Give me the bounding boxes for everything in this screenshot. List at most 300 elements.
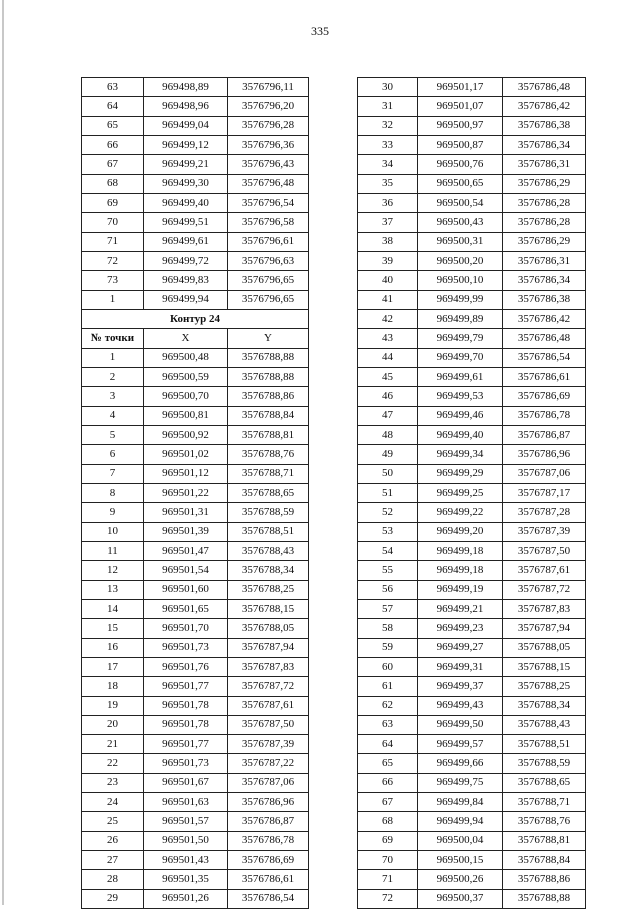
point-number-cell: 50 [358,464,418,483]
table-row [358,309,586,328]
point-number-cell: 41 [358,290,418,309]
y-coordinate-cell: 3576786,38 [503,290,586,309]
point-number-cell: 64 [82,97,144,116]
x-coordinate-cell: 969500,43 [418,213,503,232]
point-number-cell: 37 [358,213,418,232]
x-coordinate-cell: 969499,89 [418,309,503,328]
table-row [358,406,586,425]
y-coordinate-cell: 3576786,96 [228,793,309,812]
x-coordinate-cell: 969501,73 [144,638,228,657]
point-number-cell: 5 [82,425,144,444]
point-number-cell: 65 [82,116,144,135]
point-number-cell: 66 [358,773,418,792]
table-row [82,174,309,193]
x-coordinate-cell: 969499,79 [418,329,503,348]
table-row [358,329,586,348]
y-coordinate-cell: 3576788,86 [503,870,586,889]
point-number-cell: 62 [358,696,418,715]
table-row [358,696,586,715]
point-number-cell: 56 [358,580,418,599]
x-coordinate-cell: 969500,92 [144,425,228,444]
point-number-cell: 72 [358,889,418,908]
x-coordinate-cell: 969500,10 [418,271,503,290]
y-coordinate-cell: 3576796,48 [228,174,309,193]
x-coordinate-cell: 969501,60 [144,580,228,599]
table-row [82,677,309,696]
x-coordinate-cell: 969501,78 [144,715,228,734]
point-number-cell: 73 [82,271,144,290]
x-coordinate-cell: 969501,54 [144,561,228,580]
y-coordinate-cell: 3576786,69 [228,851,309,870]
y-coordinate-cell: 3576786,29 [503,174,586,193]
x-coordinate-cell: 969500,48 [144,348,228,367]
x-coordinate-cell: 969501,31 [144,503,228,522]
y-coordinate-cell: 3576787,39 [228,735,309,754]
x-coordinate-cell: 969501,39 [144,522,228,541]
y-coordinate-cell: 3576788,51 [503,735,586,754]
y-coordinate-cell: 3576788,81 [503,831,586,850]
table-row [358,715,586,734]
y-coordinate-cell: 3576786,69 [503,387,586,406]
table-row [82,271,309,290]
table-row [82,580,309,599]
y-coordinate-cell: 3576788,34 [503,696,586,715]
y-coordinate-cell: 3576788,05 [228,619,309,638]
point-number-cell: 22 [82,754,144,773]
table-row [82,387,309,406]
table-row [358,522,586,541]
point-number-cell: 69 [358,831,418,850]
x-coordinate-cell: 969501,78 [144,696,228,715]
table-row [358,677,586,696]
table-row [358,271,586,290]
point-number-cell: 65 [358,754,418,773]
table-row [82,135,309,154]
point-number-cell: 11 [82,541,144,560]
table-row [82,831,309,850]
y-coordinate-cell: 3576786,48 [503,329,586,348]
y-coordinate-cell: 3576788,86 [228,387,309,406]
table-row [82,793,309,812]
table-row [358,561,586,580]
x-coordinate-cell: 969499,72 [144,251,228,270]
x-coordinate-cell: 969499,57 [418,735,503,754]
x-coordinate-cell: 969500,04 [418,831,503,850]
x-coordinate-cell: 969501,63 [144,793,228,812]
y-coordinate-cell: 3576796,58 [228,213,309,232]
table-row [82,773,309,792]
x-coordinate-cell: 969499,37 [418,677,503,696]
header-y: Y [228,329,309,348]
x-coordinate-cell: 969501,65 [144,599,228,618]
y-coordinate-cell: 3576788,71 [503,793,586,812]
point-number-cell: 55 [358,561,418,580]
table-row [358,619,586,638]
point-number-cell: 44 [358,348,418,367]
contour-title: Контур 24 [82,309,309,328]
y-coordinate-cell: 3576786,87 [228,812,309,831]
point-number-cell: 52 [358,503,418,522]
y-coordinate-cell: 3576788,81 [228,425,309,444]
table-row [358,580,586,599]
point-number-cell: 63 [358,715,418,734]
x-coordinate-cell: 969499,99 [418,290,503,309]
x-coordinate-cell: 969501,17 [418,78,503,97]
x-coordinate-cell: 969501,57 [144,812,228,831]
y-coordinate-cell: 3576796,43 [228,155,309,174]
point-number-cell: 25 [82,812,144,831]
point-number-cell: 7 [82,464,144,483]
x-coordinate-cell: 969499,04 [144,116,228,135]
point-number-cell: 9 [82,503,144,522]
x-coordinate-cell: 969499,34 [418,445,503,464]
y-coordinate-cell: 3576788,25 [503,677,586,696]
table-row [82,735,309,754]
y-coordinate-cell: 3576786,28 [503,213,586,232]
table-row [358,387,586,406]
point-number-cell: 66 [82,135,144,154]
table-row [82,599,309,618]
point-number-cell: 19 [82,696,144,715]
y-coordinate-cell: 3576787,22 [228,754,309,773]
table-row [358,232,586,251]
table-row [82,561,309,580]
y-coordinate-cell: 3576786,87 [503,425,586,444]
x-coordinate-cell: 969499,18 [418,541,503,560]
y-coordinate-cell: 3576786,42 [503,309,586,328]
y-coordinate-cell: 3576796,63 [228,251,309,270]
table-row [82,232,309,251]
x-coordinate-cell: 969499,25 [418,483,503,502]
point-number-cell: 15 [82,619,144,638]
y-coordinate-cell: 3576788,65 [503,773,586,792]
table-row [358,503,586,522]
x-coordinate-cell: 969499,70 [418,348,503,367]
y-coordinate-cell: 3576786,54 [503,348,586,367]
table-row [82,425,309,444]
x-coordinate-cell: 969499,19 [418,580,503,599]
point-number-cell: 71 [358,870,418,889]
x-coordinate-cell: 969500,70 [144,387,228,406]
x-coordinate-cell: 969501,02 [144,445,228,464]
y-coordinate-cell: 3576786,78 [228,831,309,850]
table-row [82,483,309,502]
point-number-cell: 58 [358,619,418,638]
table-row [358,78,586,97]
y-coordinate-cell: 3576787,61 [503,561,586,580]
table-row [358,754,586,773]
point-number-cell: 10 [82,522,144,541]
point-number-cell: 43 [358,329,418,348]
table-row [358,599,586,618]
table-row [358,831,586,850]
y-coordinate-cell: 3576788,76 [228,445,309,464]
x-coordinate-cell: 969501,67 [144,773,228,792]
table-row [82,97,309,116]
table-row [358,425,586,444]
point-number-cell: 64 [358,735,418,754]
point-number-cell: 1 [82,290,144,309]
point-number-cell: 69 [82,193,144,212]
y-coordinate-cell: 3576786,96 [503,445,586,464]
y-coordinate-cell: 3576788,51 [228,522,309,541]
point-number-cell: 60 [358,657,418,676]
x-coordinate-cell: 969500,20 [418,251,503,270]
x-coordinate-cell: 969499,18 [418,561,503,580]
point-number-cell: 32 [358,116,418,135]
point-number-cell: 54 [358,541,418,560]
point-number-cell: 67 [82,155,144,174]
x-coordinate-cell: 969500,59 [144,367,228,386]
point-number-cell: 67 [358,793,418,812]
x-coordinate-cell: 969501,22 [144,483,228,502]
y-coordinate-cell: 3576788,59 [503,754,586,773]
x-coordinate-cell: 969499,23 [418,619,503,638]
table-row [82,870,309,889]
point-number-cell: 28 [82,870,144,889]
table-row [82,78,309,97]
x-coordinate-cell: 969501,43 [144,851,228,870]
x-coordinate-cell: 969501,77 [144,735,228,754]
y-coordinate-cell: 3576788,76 [503,812,586,831]
y-coordinate-cell: 3576786,61 [228,870,309,889]
y-coordinate-cell: 3576786,61 [503,367,586,386]
y-coordinate-cell: 3576787,72 [228,677,309,696]
table-row [358,155,586,174]
x-coordinate-cell: 969500,97 [418,116,503,135]
y-coordinate-cell: 3576786,34 [503,271,586,290]
y-coordinate-cell: 3576787,06 [503,464,586,483]
x-coordinate-cell: 969499,43 [418,696,503,715]
x-coordinate-cell: 969500,87 [418,135,503,154]
x-coordinate-cell: 969499,51 [144,213,228,232]
table-row [358,367,586,386]
point-number-cell: 42 [358,309,418,328]
point-number-cell: 35 [358,174,418,193]
y-coordinate-cell: 3576796,20 [228,97,309,116]
y-coordinate-cell: 3576787,06 [228,773,309,792]
coordinates-table-left [81,77,309,909]
x-coordinate-cell: 969501,12 [144,464,228,483]
table-row [82,812,309,831]
table-row [82,715,309,734]
point-number-cell: 70 [358,851,418,870]
point-number-cell: 21 [82,735,144,754]
y-coordinate-cell: 3576787,50 [228,715,309,734]
point-number-cell: 16 [82,638,144,657]
table-row [358,851,586,870]
y-coordinate-cell: 3576796,11 [228,78,309,97]
y-coordinate-cell: 3576787,39 [503,522,586,541]
table-row [358,464,586,483]
point-number-cell: 12 [82,561,144,580]
x-coordinate-cell: 969498,89 [144,78,228,97]
point-number-cell: 4 [82,406,144,425]
y-coordinate-cell: 3576788,43 [228,541,309,560]
table-row [358,445,586,464]
y-coordinate-cell: 3576787,50 [503,541,586,560]
page-number: 335 [311,24,329,38]
point-number-cell: 39 [358,251,418,270]
table-row [358,348,586,367]
table-row [82,367,309,386]
y-coordinate-cell: 3576787,72 [503,580,586,599]
point-number-cell: 6 [82,445,144,464]
x-coordinate-cell: 969499,84 [418,793,503,812]
y-coordinate-cell: 3576788,88 [503,889,586,908]
table-row [358,657,586,676]
point-number-cell: 30 [358,78,418,97]
point-number-cell: 63 [82,78,144,97]
x-coordinate-cell: 969499,46 [418,406,503,425]
x-coordinate-cell: 969500,76 [418,155,503,174]
x-coordinate-cell: 969501,47 [144,541,228,560]
y-coordinate-cell: 3576786,31 [503,155,586,174]
point-number-cell: 3 [82,387,144,406]
point-number-cell: 24 [82,793,144,812]
y-coordinate-cell: 3576787,17 [503,483,586,502]
table-row [358,870,586,889]
point-number-cell: 38 [358,232,418,251]
x-coordinate-cell: 969499,61 [418,367,503,386]
point-number-cell: 14 [82,599,144,618]
table-row [358,116,586,135]
table-row [82,754,309,773]
y-coordinate-cell: 3576788,34 [228,561,309,580]
table-row [358,773,586,792]
x-coordinate-cell: 969499,40 [144,193,228,212]
y-coordinate-cell: 3576786,42 [503,97,586,116]
y-coordinate-cell: 3576786,78 [503,406,586,425]
table-row [358,135,586,154]
point-number-cell: 18 [82,677,144,696]
point-number-cell: 49 [358,445,418,464]
x-coordinate-cell: 969501,26 [144,889,228,908]
table-row [358,735,586,754]
x-coordinate-cell: 969499,21 [144,155,228,174]
x-coordinate-cell: 969500,37 [418,889,503,908]
table-row [82,464,309,483]
point-number-cell: 34 [358,155,418,174]
x-coordinate-cell: 969500,15 [418,851,503,870]
table-row [82,696,309,715]
table-row [82,155,309,174]
x-coordinate-cell: 969499,50 [418,715,503,734]
y-coordinate-cell: 3576787,28 [503,503,586,522]
table-row [82,638,309,657]
table-row [358,251,586,270]
x-coordinate-cell: 969501,73 [144,754,228,773]
point-number-cell: 45 [358,367,418,386]
contour-title-row [82,309,309,328]
x-coordinate-cell: 969498,96 [144,97,228,116]
point-number-cell: 71 [82,232,144,251]
y-coordinate-cell: 3576796,54 [228,193,309,212]
x-coordinate-cell: 969499,53 [418,387,503,406]
x-coordinate-cell: 969499,21 [418,599,503,618]
y-coordinate-cell: 3576786,48 [503,78,586,97]
y-coordinate-cell: 3576788,88 [228,367,309,386]
point-number-cell: 1 [82,348,144,367]
y-coordinate-cell: 3576788,84 [228,406,309,425]
x-coordinate-cell: 969500,54 [418,193,503,212]
point-number-cell: 2 [82,367,144,386]
point-number-cell: 8 [82,483,144,502]
point-number-cell: 40 [358,271,418,290]
header-x: X [144,329,228,348]
y-coordinate-cell: 3576786,38 [503,116,586,135]
point-number-cell: 68 [82,174,144,193]
point-number-cell: 31 [358,97,418,116]
point-number-cell: 61 [358,677,418,696]
table-row [358,638,586,657]
y-coordinate-cell: 3576787,94 [228,638,309,657]
table-row [82,657,309,676]
table-row [82,193,309,212]
y-coordinate-cell: 3576788,43 [503,715,586,734]
x-coordinate-cell: 969499,94 [418,812,503,831]
header-point-number: № точки [82,329,144,348]
y-coordinate-cell: 3576787,83 [228,657,309,676]
table-header-row [82,329,309,348]
table-row [82,251,309,270]
y-coordinate-cell: 3576786,34 [503,135,586,154]
x-coordinate-cell: 969499,40 [418,425,503,444]
x-coordinate-cell: 969499,31 [418,657,503,676]
table-row [358,213,586,232]
table-row [82,503,309,522]
x-coordinate-cell: 969500,81 [144,406,228,425]
point-number-cell: 51 [358,483,418,502]
y-coordinate-cell: 3576796,65 [228,290,309,309]
x-coordinate-cell: 969501,35 [144,870,228,889]
x-coordinate-cell: 969499,12 [144,135,228,154]
point-number-cell: 20 [82,715,144,734]
table-row [358,174,586,193]
y-coordinate-cell: 3576786,29 [503,232,586,251]
y-coordinate-cell: 3576786,28 [503,193,586,212]
table-row [82,406,309,425]
y-coordinate-cell: 3576796,61 [228,232,309,251]
point-number-cell: 57 [358,599,418,618]
point-number-cell: 29 [82,889,144,908]
x-coordinate-cell: 969499,20 [418,522,503,541]
x-coordinate-cell: 969499,30 [144,174,228,193]
x-coordinate-cell: 969501,50 [144,831,228,850]
point-number-cell: 47 [358,406,418,425]
point-number-cell: 48 [358,425,418,444]
x-coordinate-cell: 969500,26 [418,870,503,889]
x-coordinate-cell: 969501,70 [144,619,228,638]
y-coordinate-cell: 3576787,61 [228,696,309,715]
table-row [82,213,309,232]
y-coordinate-cell: 3576788,59 [228,503,309,522]
x-coordinate-cell: 969500,31 [418,232,503,251]
y-coordinate-cell: 3576788,84 [503,851,586,870]
y-coordinate-cell: 3576788,25 [228,580,309,599]
y-coordinate-cell: 3576796,65 [228,271,309,290]
x-coordinate-cell: 969499,66 [418,754,503,773]
point-number-cell: 33 [358,135,418,154]
point-number-cell: 27 [82,851,144,870]
table-row [82,290,309,309]
point-number-cell: 53 [358,522,418,541]
table-row [82,522,309,541]
table-row [358,290,586,309]
x-coordinate-cell: 969499,27 [418,638,503,657]
y-coordinate-cell: 3576786,54 [228,889,309,908]
y-coordinate-cell: 3576788,05 [503,638,586,657]
